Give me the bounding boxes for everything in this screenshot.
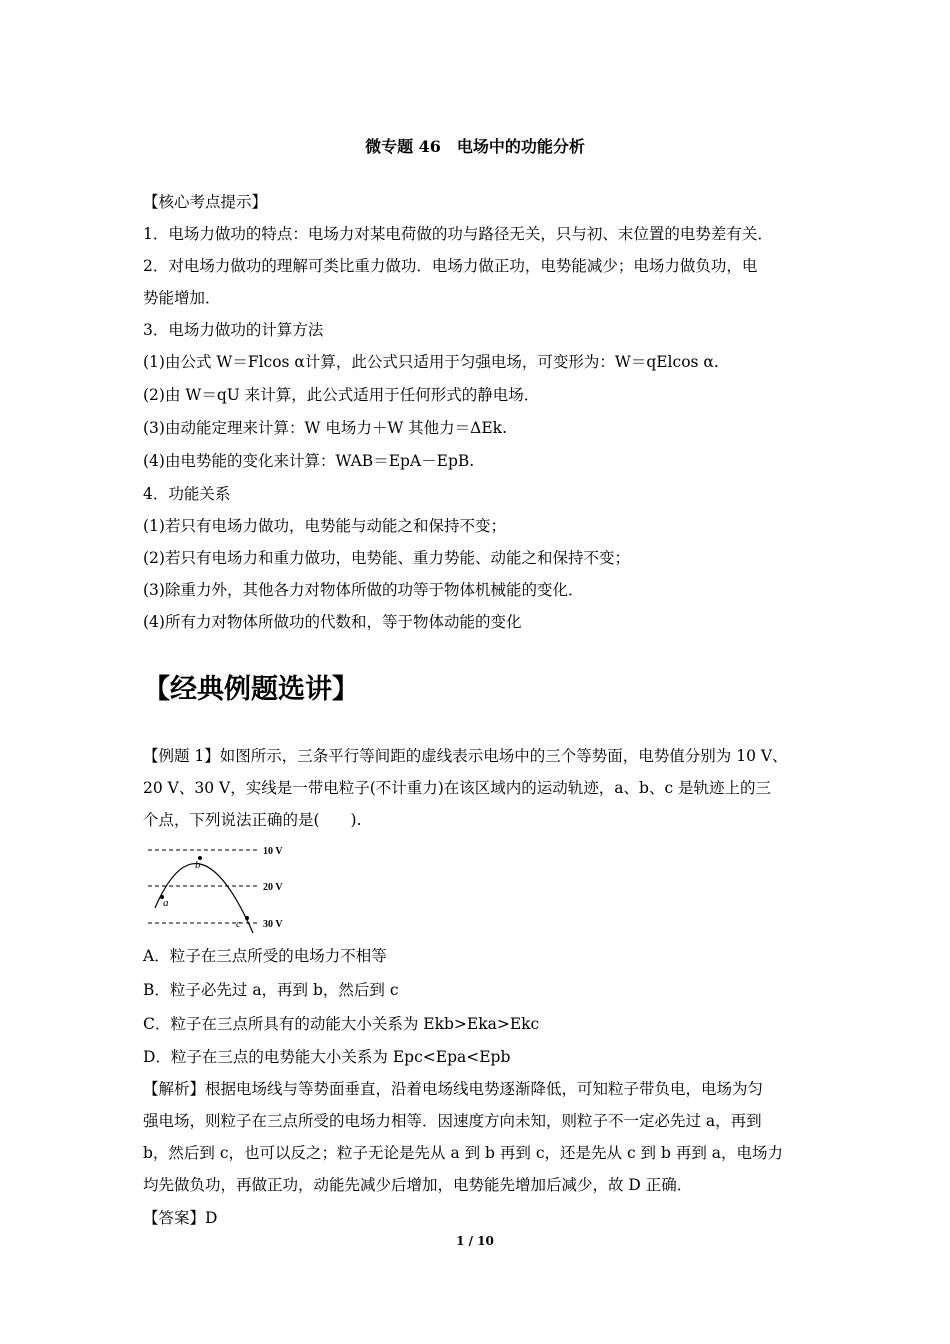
solution-line-2: 强电场，则粒子在三点所受的电场力相等．因速度方向未知，则粒子不一定必先过 a，再到 xyxy=(143,1112,762,1130)
core-point-2b: 势能增加． xyxy=(143,289,221,307)
relation-2: (2)若只有电场力和重力做功，电势能、重力势能、动能之和保持不变； xyxy=(143,549,630,567)
option-d: D．粒子在三点的电势能大小关系为 Epc<Epa<Epb xyxy=(143,1048,511,1066)
core-point-4: 4．功能关系 xyxy=(143,485,231,503)
label-10v: 10 V xyxy=(263,846,283,857)
equipotential-figure xyxy=(143,838,303,938)
option-a: A．粒子在三点所受的电场力不相等 xyxy=(143,947,387,965)
question-line-2: 20 V、30 V，实线是一带电粒子(不计重力)在该区域内的运动轨迹，a、b、c 是轨迹上的三 xyxy=(143,779,772,797)
core-point-1: 1．电场力做功的特点：电场力对某电荷做的功与路径无关，只与初、末位置的电势差有关． xyxy=(143,225,773,243)
point-a-label: a xyxy=(163,897,169,909)
core-point-2a: 2．对电场力做功的理解可类比重力做功．电场力做正功，电势能减少；电场力做负功，电 xyxy=(143,257,758,275)
option-b: B．粒子必先过 a，再到 b，然后到 c xyxy=(143,981,399,999)
page-title: 微专题 46 电场中的功能分析 xyxy=(365,137,585,156)
solution-line-1: 【解析】根据电场线与等势面垂直，沿着电场线电势逐渐降低，可知粒子带负电，电场为匀 xyxy=(143,1080,764,1098)
solution-line-4: 均先做负功，再做正功，动能先减少后增加，电势能先增加后减少，故 D 正确． xyxy=(143,1176,693,1194)
point-b-label: b xyxy=(195,859,201,871)
method-3: (3)由动能定理来计算：W 电场力＋W 其他力＝ΔEk. xyxy=(143,419,508,437)
label-30v: 30 V xyxy=(263,919,283,930)
method-4: (4)由电势能的变化来计算：WAB＝EpA－EpB. xyxy=(143,452,475,470)
option-c: C．粒子在三点所具有的动能大小关系为 Ekb>Eka>Ekc xyxy=(143,1015,540,1033)
label-20v: 20 V xyxy=(263,882,283,893)
section-heading: 【经典例题选讲】 xyxy=(143,674,359,705)
core-point-3: 3．电场力做功的计算方法 xyxy=(143,321,324,339)
question-line-1: 【例题 1】如图所示，三条平行等间距的虚线表示电场中的三个等势面，电势值分别为 10 V、 xyxy=(143,747,788,765)
page-number: 1 / 10 xyxy=(456,1234,494,1248)
point-c-label: c xyxy=(236,918,241,930)
answer: 【答案】D xyxy=(143,1209,218,1227)
method-2: (2)由 W＝qU 来计算，此公式适用于任何形式的静电场． xyxy=(143,386,540,404)
method-1: (1)由公式 W＝Flcos α计算，此公式只适用于匀强电场，可变形为：W＝qElcos α. xyxy=(143,353,719,371)
point-c-dot xyxy=(245,916,249,920)
question-line-3: 个点，下列说法正确的是( ). xyxy=(143,811,362,829)
relation-4: (4)所有力对物体所做功的代数和，等于物体动能的变化 xyxy=(143,613,522,631)
solution-line-3: b，然后到 c，也可以反之；粒子无论是先从 a 到 b 再到 c，还是先从 c 到 b 再到 a，电场力 xyxy=(143,1144,783,1162)
relation-1: (1)若只有电场力做功，电势能与动能之和保持不变； xyxy=(143,517,506,535)
relation-3: (3)除重力外，其他各力对物体所做的功等于物体机械能的变化． xyxy=(143,581,584,599)
core-heading: 【核心考点提示】 xyxy=(143,193,268,211)
